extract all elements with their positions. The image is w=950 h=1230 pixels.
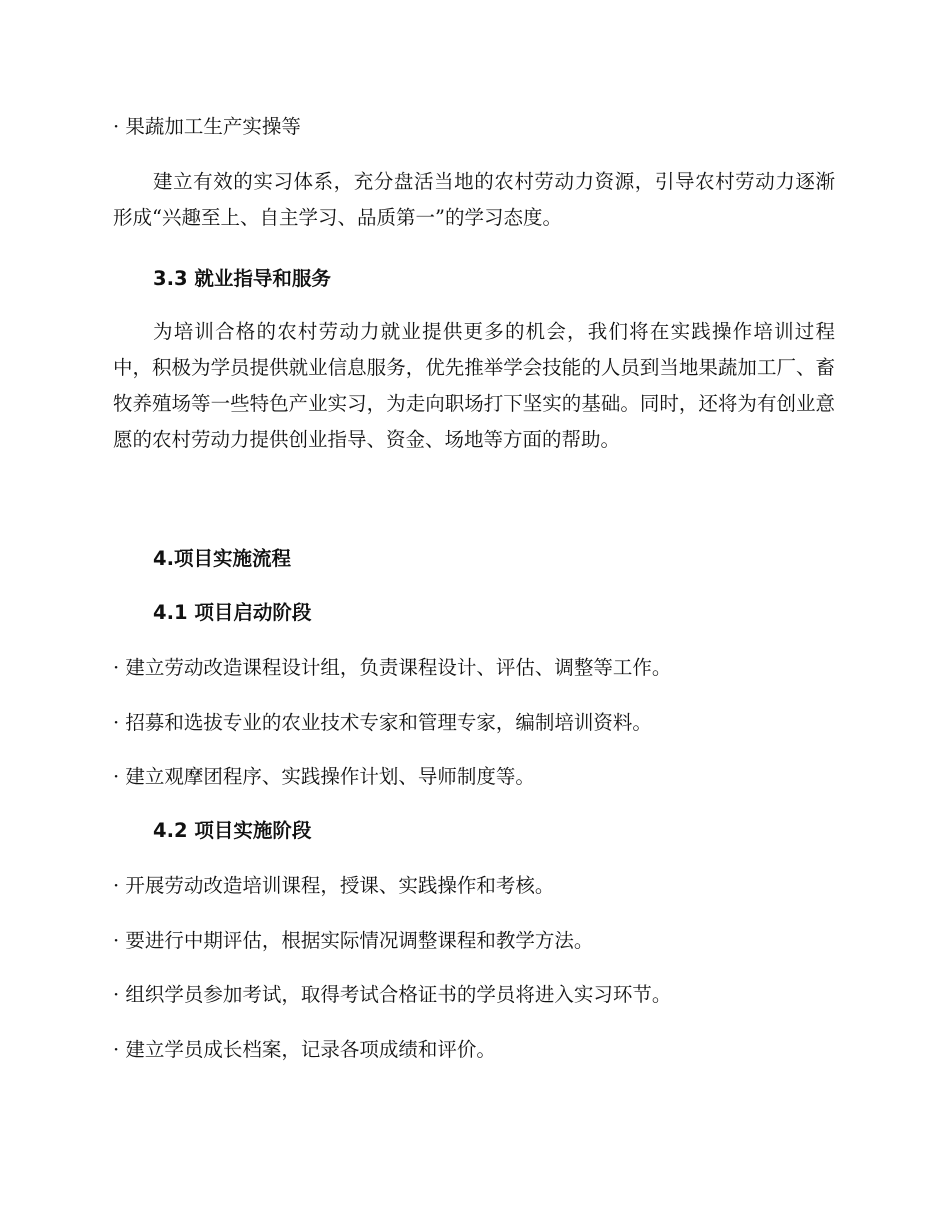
section-heading-4-2: 4.2 项目实施阶段 [153, 819, 312, 842]
section-heading-3-3: 3.3 就业指导和服务 [153, 267, 331, 290]
list-item-implementation-4: · 建立学员成长档案，记录各项成绩和评价。 [113, 1038, 496, 1061]
paragraph-internship-system: 建立有效的实习体系，充分盘活当地的农村劳动力资源，引导农村劳动力逐渐形成“兴趣至上、自主学习、品质第一”的学习态度。 [113, 170, 835, 229]
list-item-startup-3: · 建立观摩团程序、实践操作计划、导师制度等。 [113, 765, 535, 788]
list-item-implementation-3: · 组织学员参加考试，取得考试合格证书的学员将进入实习环节。 [113, 983, 672, 1006]
section-heading-4: 4.项目实施流程 [153, 547, 291, 570]
section-heading-4-1: 4.1 项目启动阶段 [153, 601, 312, 624]
list-item-startup-1: · 建立劳动改造课程设计组，负责课程设计、评估、调整等工作。 [113, 656, 672, 679]
list-item-implementation-1: · 开展劳动改造培训课程，授课、实践操作和考核。 [113, 874, 555, 897]
bullet-item-fruit-processing: · 果蔬加工生产实操等 [113, 115, 301, 138]
paragraph-employment-guidance: 为培训合格的农村劳动力就业提供更多的机会，我们将在实践操作培训过程中，积极为学员提供就业信息服务，优先推举学会技能的人员到当地果蔬加工厂、畜牧养殖场等一些特色产业实习，为走向职场打下坚实的基础。同时，还将为有创业意愿的农村劳动力提供创业指导、资金、场地等方面的帮助。 [113, 320, 835, 451]
list-item-implementation-2: · 要进行中期评估，根据实际情况调整课程和教学方法。 [113, 929, 594, 952]
list-item-startup-2: · 招募和选拔专业的农业技术专家和管理专家，编制培训资料。 [113, 711, 652, 734]
